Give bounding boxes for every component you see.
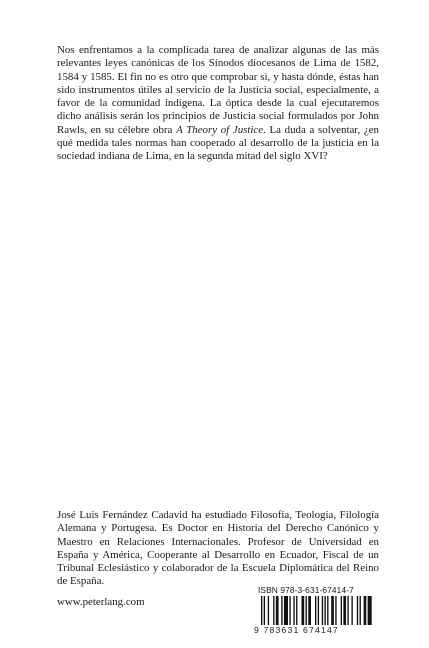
blurb-text-part2: . La duda a solventar, ¿en qué medida tales normas han cooperado al desarrollo de la justicia en la sociedad indiana de Lima, en la segunda mitad del siglo XVI? — [57, 123, 380, 163]
author-bio: José Luis Fernández Cadavid ha estudiado Filosofía, Teología, Filología Alemana y Portugesa. Es Doctor en Historia del Derecho Canónico y Maestro en Relaciones Internacionales. Profesor de Universidad en España y América, Cooperante al Desarrollo en Ecuador, Fiscal de un Tribunal Eclesiástico y colaborador de la Escuela Diplomática del Reino de España. — [57, 509, 379, 588]
book-blurb — [57, 44, 379, 164]
publisher-website: www.peterlang.com — [57, 596, 145, 608]
isbn-label: ISBN 978-3-631-67414-7 — [258, 585, 354, 595]
barcode-digits: 9 783631 674147 — [254, 625, 339, 635]
isbn-barcode-block — [254, 585, 378, 635]
blurb-text-part1: Nos enfrentamos a la complicada tarea de analizar algunas de las más relevantes leyes canónicas de los Sínodos diocesanos de Lima de 1582, 1584 y 1585. El fin no es otro que comprobar si, y hasta dónde, éstas han sido instrumentos útiles al servicio de la Justicia social, especialmente, a favor de la comunidad indígena. La óptica desde la cual ejecutaremos dicho análisis serán los principios de Justicia social formulados por John Rawls, en su célebre obra — [57, 44, 379, 136]
blurb-book-title: A Theory of Justice — [176, 123, 264, 136]
blurb-paragraph — [57, 44, 379, 164]
barcode-icon — [258, 596, 374, 625]
